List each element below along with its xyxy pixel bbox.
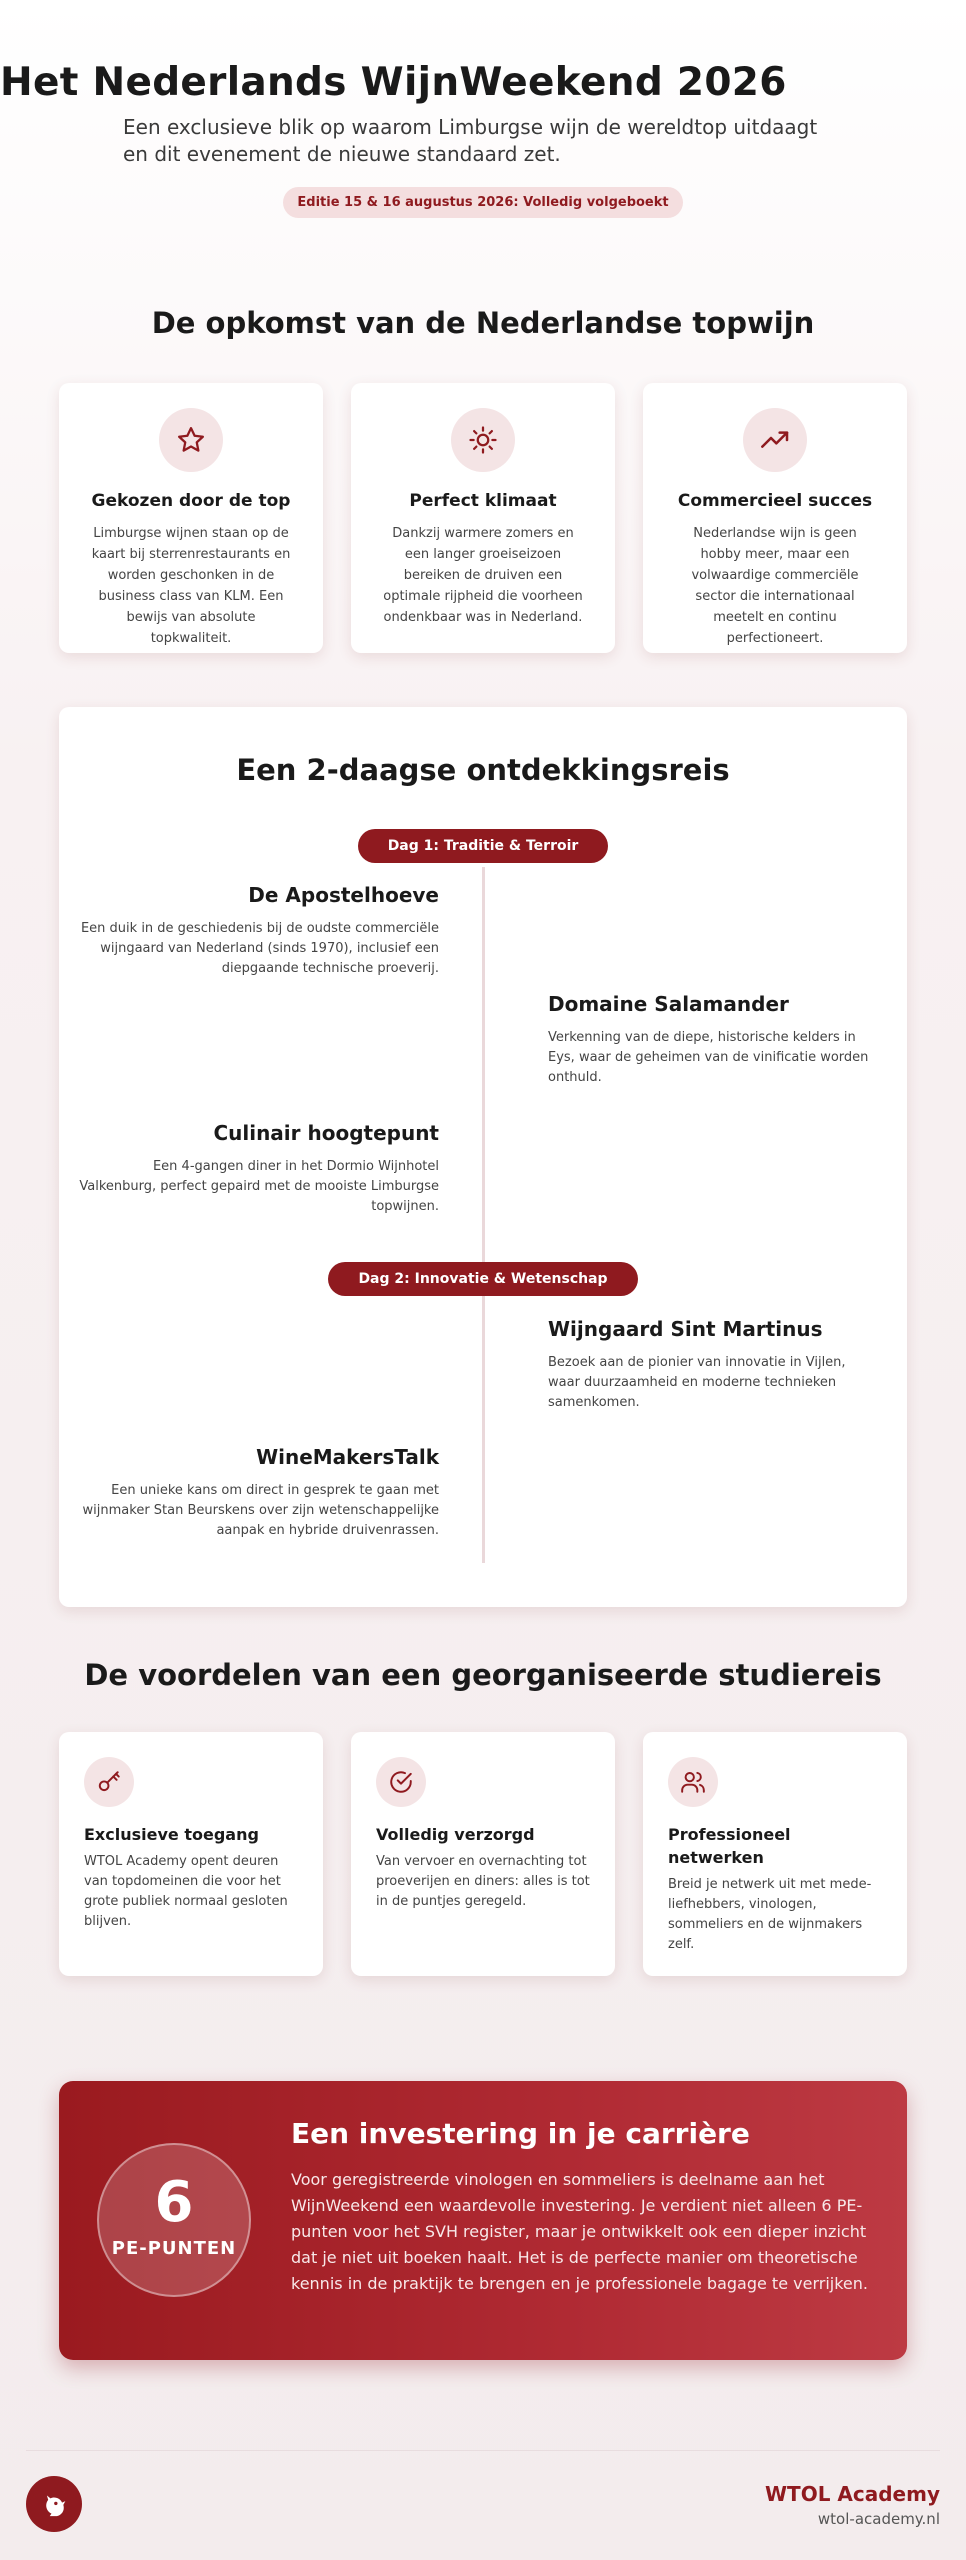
page-subtitle: Een exclusieve blik op waarom Limburgse wijn de wereldtop uitdaagt en dit evenement de nieuwe standaard zet. (123, 115, 818, 166)
day-2-pill: Dag 2: Innovatie & Wetenschap (328, 1262, 638, 1296)
footer-url-link[interactable]: wtol-academy.nl (817, 2510, 940, 2528)
timeline-item-title: Culinair hoogtepunt (213, 1121, 439, 1145)
timeline-item-title: Domaine Salamander (548, 992, 789, 1016)
page-title: Het Nederlands WijnWeekend 2026 (0, 60, 787, 105)
timeline-title: Een 2-daagse ontdekkingsreis (236, 753, 730, 787)
users-icon (668, 1757, 718, 1807)
investment-title: Een investering in je carrière (291, 2117, 750, 2150)
timeline-item-text: Een duik in de geschiedenis bij de oudste commerciële wijngaard van Nederland (sinds 1970), inclusief een diepgaande technische proeverij. (80, 921, 439, 976)
feature-title: Perfect klimaat (409, 491, 557, 511)
benefit-title: Professioneel netwerken (668, 1825, 791, 1867)
feature-card-commercial (643, 383, 907, 653)
trending-up-icon (743, 408, 807, 472)
benefit-card-network (643, 1732, 907, 1976)
feature-text: Dankzij warmere zomers en een langer groeiseizoen bereiken de druiven een optimale rijpheid die voorheen ondenkbaar was in Nederland. (383, 526, 583, 625)
footer-divider (26, 2450, 940, 2451)
edition-badge: Editie 15 & 16 augustus 2026: Volledig volgeboekt (283, 187, 683, 218)
benefit-text: Van vervoer en overnachting tot proeverijen en diners: alles is tot in de puntjes geregeld. (376, 1854, 590, 1909)
investment-text: Voor geregistreerde vinologen en sommeliers is deelname aan het WijnWeekend een waardevolle investering. Je verdient niet alleen 6 PE-punten voor het SVH register, maar je ontwikkelt ook een dieper inzicht dat je niet uit boeken haalt. Het is de perfecte manier om theoretische kennis in de praktijk te brengen en je professionele bagage te verrijken. (291, 2170, 868, 2293)
timeline-item-title: De Apostelhoeve (248, 883, 439, 907)
feature-card-top (59, 383, 323, 653)
timeline-item-text: Een 4-gangen diner in het Dormio Wijnhotel Valkenburg, perfect gepaird met de mooiste Limburgse topwijnen. (79, 1159, 439, 1214)
timeline-item-title: WineMakersTalk (256, 1445, 439, 1469)
feature-text: Nederlandse wijn is geen hobby meer, maar een volwaardige commerciële sector die internationaal meetelt en continu perfectioneert. (691, 526, 859, 646)
benefit-text: Breid je netwerk uit met mede-liefhebbers, vinologen, sommeliers en de wijnmakers zelf. (668, 1877, 872, 1952)
key-icon (84, 1757, 134, 1807)
timeline-line (482, 867, 485, 1563)
pe-points-label: PE-PUNTEN (111, 2238, 237, 2259)
timeline-item-apostelhoeve (79, 883, 439, 979)
feature-title: Commercieel succes (677, 491, 873, 511)
owl-logo-icon (26, 2476, 82, 2532)
timeline-item-text: Een unieke kans om direct in gesprek te gaan met wijnmaker Stan Beurskens over zijn wetenschappelijke aanpak en hybride druivenrassen. (82, 1483, 439, 1538)
timeline-item-salamander (548, 992, 878, 1088)
timeline-panel (59, 707, 907, 1607)
rise-section-title: De opkomst van de Nederlandse topwijn (151, 306, 815, 340)
investment-banner (59, 2081, 907, 2360)
benefit-card-care (351, 1732, 615, 1976)
feature-card-climate (351, 383, 615, 653)
timeline-item-culinair (79, 1121, 439, 1217)
timeline-item-sint-martinus (548, 1317, 878, 1413)
feature-title: Gekozen door de top (91, 491, 291, 511)
timeline-item-text: Verkenning van de diepe, historische kelders in Eys, waar de geheimen van de vinificatie worden onthuld. (548, 1030, 869, 1085)
footer-brand: WTOL Academy (765, 2482, 940, 2506)
benefits-section-title: De voordelen van een georganiseerde studiereis (84, 1658, 882, 1692)
feature-text: Limburgse wijnen staan op de kaart bij sterrenrestaurants en worden geschonken in de business class van KLM. Een bewijs van absolute topkwaliteit. (91, 526, 291, 646)
star-icon (159, 408, 223, 472)
pe-points-badge (97, 2143, 251, 2297)
benefit-title: Volledig verzorgd (376, 1825, 535, 1844)
sun-icon (451, 408, 515, 472)
day-1-pill: Dag 1: Traditie & Terroir (358, 829, 608, 863)
timeline-item-winemakerstalk (79, 1445, 439, 1541)
check-circle-icon (376, 1757, 426, 1807)
benefit-card-access (59, 1732, 323, 1976)
timeline-item-title: Wijngaard Sint Martinus (548, 1317, 823, 1341)
timeline-item-text: Bezoek aan de pionier van innovatie in Vijlen, waar duurzaamheid en moderne technieken samenkomen. (548, 1355, 846, 1410)
benefit-text: WTOL Academy opent deuren van topdomeinen die voor het grote publiek normaal gesloten blijven. (84, 1854, 288, 1929)
benefit-title: Exclusieve toegang (84, 1825, 259, 1844)
pe-points-number: 6 (154, 2170, 194, 2235)
